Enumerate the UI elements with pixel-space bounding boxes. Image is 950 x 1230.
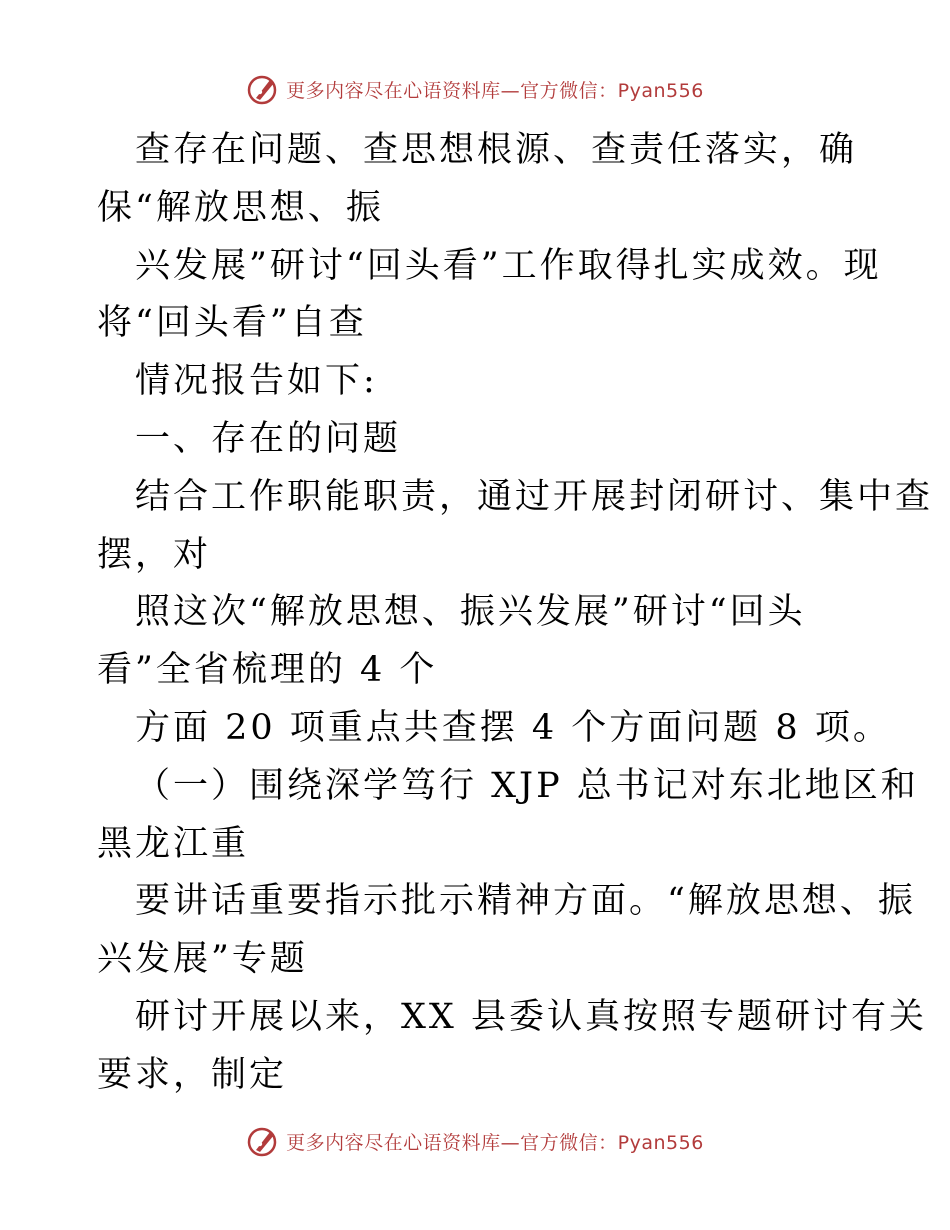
body-text-line: 保“解放思想、振 xyxy=(97,187,384,228)
body-text-line: 黑龙江重 xyxy=(97,823,250,864)
pen-logo-icon xyxy=(246,72,280,106)
header-watermark xyxy=(0,72,950,106)
body-text-line: 摆，对 xyxy=(97,534,212,575)
body-text-line: 看”全省梳理的 4 个 xyxy=(97,650,438,691)
body-text-line: 研讨开展以来，XX 县委认真按照专题研讨有关 xyxy=(135,996,927,1037)
body-text-line: 兴发展”研讨“回头看”工作取得扎实成效。现 xyxy=(135,245,882,286)
document-body xyxy=(97,122,934,1105)
body-text-line: 查存在问题、查思想根源、查责任落实，确 xyxy=(135,130,858,170)
body-text-line: 结合工作职能职责，通过开展封闭研讨、集中查 xyxy=(135,476,934,517)
body-text-line: 要求，制定 xyxy=(97,1054,288,1095)
body-text-line: 要讲话重要指示批示精神方面。“解放思想、振 xyxy=(135,881,916,922)
pen-logo-icon xyxy=(246,1124,280,1158)
body-text-line: 兴发展”专题 xyxy=(97,939,308,980)
watermark-text: 更多内容尽在心语资料库—官方微信：Pyan556 xyxy=(286,79,704,102)
body-text-line: （一）围绕深学笃行 XJP 总书记对东北地区和 xyxy=(135,765,919,806)
body-text-line: 照这次“解放思想、振兴发展”研讨“回头 xyxy=(135,592,806,633)
body-text-line: 将“回头看”自查 xyxy=(97,303,367,344)
footer-watermark xyxy=(0,1124,950,1158)
body-text-line: 情况报告如下: xyxy=(135,361,378,402)
watermark-text: 更多内容尽在心语资料库—官方微信：Pyan556 xyxy=(286,1131,704,1154)
body-text-line: 一、存在的问题 xyxy=(135,418,402,459)
body-text-line: 方面 20 项重点共查摆 4 个方面问题 8 项。 xyxy=(135,707,891,748)
